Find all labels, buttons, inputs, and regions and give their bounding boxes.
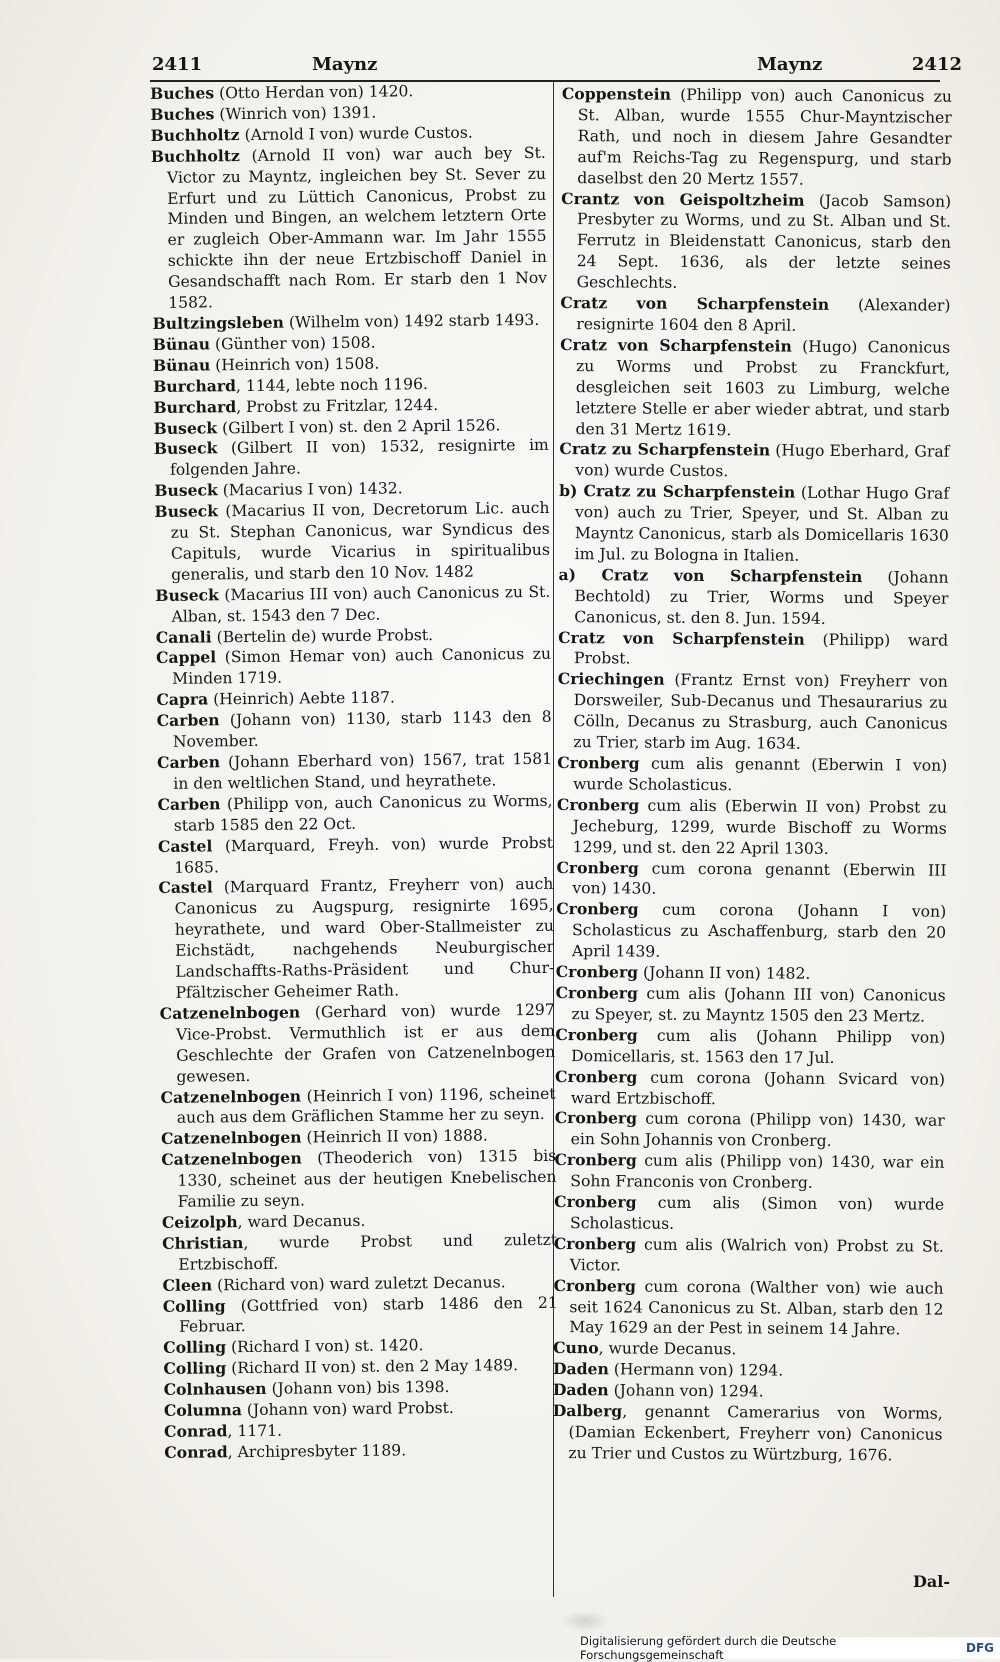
register-entry <box>161 1083 556 1129</box>
digitization-footer <box>580 1634 1000 1662</box>
entry-headword: Catzenelnbogen <box>160 1085 302 1107</box>
entry-headword: Carben <box>156 710 220 731</box>
entry-text: (Philipp) ward Probst. <box>573 630 949 668</box>
entry-headword: b) Cratz zu Scharpfenstein <box>559 481 796 502</box>
right-column <box>552 84 952 1467</box>
entry-headword: Cronberg <box>555 982 639 1003</box>
entry-headword: Cuno <box>553 1338 599 1358</box>
register-entry <box>157 707 552 753</box>
entry-text: (Gilbert II von) 1532, resignirte im folgenden Jahre. <box>169 436 549 480</box>
entry-headword: Carben <box>157 752 221 772</box>
register-entry <box>163 1292 558 1338</box>
register-entry <box>154 498 550 586</box>
entry-headword: Cronberg <box>555 1066 638 1087</box>
register-entry <box>560 335 951 442</box>
entry-text: (Arnold I von) wurde Custos. <box>239 123 473 144</box>
ink-smudge <box>560 1610 610 1632</box>
entry-headword: Catzenelnbogen <box>161 1148 302 1170</box>
register-entry <box>556 962 946 986</box>
entry-headword: Buseck <box>154 501 219 522</box>
entry-headword: Cronberg <box>556 857 639 878</box>
entry-headword: Castel <box>158 877 213 898</box>
entry-headword: Colnhausen <box>163 1379 267 1400</box>
entry-headword: Buchholtz <box>150 124 240 145</box>
entry-text: (Johann Bechtold) zu Trier, Worms und Speyer Canonicus, st. den 8. Jun. 1594. <box>574 567 949 628</box>
entry-text: (Philipp von) auch Canonicus zu St. Alban, wurde 1555 Chur-Mayntzischer Rath, und noch in diesem Jahre Gesandter auf'm Reichs-Tag zu Regenspurg, und starb daselbst den 20 Mertz 1557. <box>577 85 952 189</box>
entry-headword: Buchholtz <box>150 145 240 166</box>
entry-text: , wurde Probst und zuletzt Ertzbischoff. <box>178 1230 558 1274</box>
register-entry <box>152 310 547 335</box>
entry-headword: a) Cratz von Scharpfenstein <box>558 564 863 586</box>
entry-headword: Christian <box>162 1232 244 1253</box>
entry-text: , 1144, lebte noch 1196. <box>235 374 429 395</box>
entry-headword: Buches <box>150 83 215 103</box>
register-entry <box>157 791 552 837</box>
entry-text: cum corona genannt (Eberwin III von) 1430. <box>572 859 947 899</box>
register-entry <box>559 439 949 484</box>
entry-headword: Cronberg <box>555 962 639 982</box>
page-number-right: 2412 <box>911 54 962 75</box>
entry-headword: Cappel <box>155 647 217 668</box>
entry-text: , ward Decanus. <box>237 1211 366 1232</box>
entry-text: (Günther von) 1508. <box>209 333 376 354</box>
entry-text: , wurde Decanus. <box>598 1339 737 1359</box>
entry-text: (Heinrich II von) 1888. <box>301 1126 488 1147</box>
entry-text: (Otto Herdan von) 1420. <box>214 82 414 103</box>
entry-text: cum corona (Philipp von) 1430, war ein Sohn Johannis von Cronberg. <box>570 1109 945 1151</box>
entry-text: (Jacob Samson) Presbyter zu Worms, und zu St. Alban und St. Ferrutz in Bleidenstatt Canonicus, starb den 24 Sept. 1636, als der letzte seines Geschlechts. <box>576 191 952 292</box>
entry-headword: Buches <box>150 104 215 124</box>
entry-text: (Johann II von) 1482. <box>638 963 811 983</box>
entry-text: , 1171. <box>227 1421 283 1441</box>
entry-headword: Colling <box>163 1337 227 1358</box>
entry-headword: Buseck <box>154 480 218 501</box>
register-entry <box>561 189 952 296</box>
entry-headword: Catzenelnbogen <box>160 1127 302 1149</box>
running-head-left: Maynz <box>312 54 378 75</box>
register-entry <box>561 84 952 191</box>
entry-headword: Cronberg <box>557 752 640 773</box>
entry-headword: Coppenstein <box>561 84 672 104</box>
register-entry <box>552 1401 942 1466</box>
register-entry <box>157 749 552 795</box>
entry-text: (Marquard, Freyh. von) wurde Probst 1685. <box>174 833 554 877</box>
entry-text: (Macarius I von) 1432. <box>217 479 403 500</box>
register-entry <box>556 899 946 964</box>
entry-headword: Catzenelnbogen <box>159 1002 301 1023</box>
entry-headword: Cratz von Scharpfenstein <box>560 334 792 356</box>
left-column <box>150 80 559 1464</box>
entry-headword: Capra <box>156 689 209 710</box>
entry-text: (Johann von) 1294. <box>608 1381 764 1401</box>
entry-text: (Simon Hemar von) auch Canonicus zu Minden 1719. <box>172 645 552 689</box>
entry-text: (Richard II von) st. den 2 May 1489. <box>226 1356 519 1378</box>
register-entry <box>555 1067 945 1112</box>
entry-text: (Wilhelm von) 1492 starb 1493. <box>283 310 540 332</box>
register-entry <box>161 1146 557 1213</box>
entry-text: cum alis genannt (Eberwin I von) wurde Scholasticus. <box>573 754 948 795</box>
entry-text: (Heinrich I von) 1196, scheinet auch aus dem Gräflichen Stamme her zu seyn. <box>176 1084 556 1128</box>
entry-headword: Buseck <box>153 438 218 459</box>
entry-headword: Cronberg <box>556 899 639 919</box>
entry-headword: Daden <box>552 1359 609 1379</box>
register-entry <box>555 983 945 1028</box>
register-entry <box>555 1108 945 1153</box>
entry-headword: Cronberg <box>554 1192 637 1212</box>
entry-headword: Buseck <box>153 417 218 438</box>
entry-headword: Cronberg <box>555 1024 638 1045</box>
register-entry <box>553 1359 943 1383</box>
entry-text: cum corona (Walther von) wie auch seit 1624 Canonicus zu St. Alban, starb den 12 May 1629 an der Pest in seinem 14 Jahre. <box>569 1277 944 1339</box>
entry-text: (Winrich von) 1391. <box>214 103 377 124</box>
register-entry <box>151 143 548 314</box>
page-number-left: 2411 <box>152 54 203 75</box>
entry-headword: Cronberg <box>553 1233 637 1254</box>
register-entry <box>554 1150 944 1195</box>
entry-headword: Dalberg <box>552 1401 623 1421</box>
entry-text: (Theoderich von) 1315 bis 1330, scheinet aus der heutigen Knebelischen Familie zu seyn. <box>177 1147 557 1211</box>
register-entry <box>553 1380 943 1404</box>
footer-text: Digitalisierung gefördert durch die Deutsche Forschungsgemeinschaft <box>580 1634 837 1662</box>
entry-headword: Bünau <box>152 355 211 375</box>
register-entry <box>155 582 550 628</box>
entry-headword: Crantz von Geispoltzheim <box>561 188 805 210</box>
dfg-logo: DFG <box>965 1641 994 1655</box>
entry-text: (Heinrich) Aebte 1187. <box>208 688 396 709</box>
entry-headword: Cronberg <box>554 1150 637 1170</box>
register-entry <box>158 832 553 878</box>
entry-headword: Conrad <box>164 1421 228 1441</box>
entry-text: (Bertelin de) wurde Probst. <box>211 625 434 646</box>
entry-headword: Cronberg <box>556 794 640 815</box>
entry-text: , Probst zu Fritzlar, 1244. <box>236 395 439 416</box>
register-entry <box>557 669 948 755</box>
entry-text: (Alexander) resignirte 1604 den 8 April. <box>576 295 951 335</box>
entry-text: cum corona (Johann I von) Scholasticus zu Aschaffenburg, starb den 20 April 1439. <box>571 900 947 961</box>
entry-headword: Cratz von Scharpfenstein <box>558 627 805 649</box>
register-entry <box>164 1439 559 1464</box>
register-entry <box>554 1192 944 1237</box>
entry-headword: Conrad <box>164 1442 228 1462</box>
entry-headword: Castel <box>157 836 213 856</box>
entry-text: cum alis (Walrich von) Probst zu St. Victor. <box>569 1235 944 1275</box>
running-head-right: Maynz <box>757 54 823 75</box>
entry-text: cum alis (Eberwin II von) Probst zu Jecheburg, 1299, wurde Bischoff zu Worms 1299, und st. den 22 April 1303. <box>572 796 948 858</box>
entry-text: (Lothar Hugo Graf von) auch zu Trier, Speyer, und St. Alban zu Mayntz Canonicus, starb als Domicellaris 1630 im Jul. zu Bologna in Italien. <box>574 483 950 565</box>
entry-text: (Johann Eberhard von) 1567, trat 1581 in den weltlichen Stand, und heyrathete. <box>173 749 553 793</box>
entry-text: (Marquard Frantz, Freyherr von) auch Canonicus zu Augspurg, resignirte 1695, heyrathete, und ward Ober-Stallmeister zu Eichstädt, nachgehends Neuburgischer Landschaffts-Raths-Präsident und Chur-Pfältzischer Geheimer Rath. <box>174 875 555 1002</box>
entry-headword: Daden <box>552 1380 609 1400</box>
entry-text: , Archipresbyter 1189. <box>227 1441 407 1462</box>
entry-headword: Burchard <box>153 375 237 396</box>
page-header <box>152 50 962 80</box>
entry-text: cum alis (Philipp von) 1430, war ein Sohn Franconis von Cronberg. <box>570 1151 945 1192</box>
entry-headword: Canali <box>155 626 212 647</box>
register-entry <box>553 1338 943 1362</box>
entry-text: (Hugo Eberhard, Graf von) wurde Custos. <box>575 441 950 481</box>
entry-text: (Heinrich von) 1508. <box>210 354 380 375</box>
register-entry <box>558 565 948 630</box>
entry-text: (Macarius II von, Decretorum Lic. auch zu St. Stephan Canonicus, war Syndicus des Capituls, wurde Vicarius in spiritualibus generalis, und starb den 10 Nov. 1482 <box>170 498 550 584</box>
register-entry <box>557 753 947 798</box>
entry-headword: Bultzingsleben <box>152 312 285 333</box>
entry-headword: Buseck <box>155 585 219 605</box>
entry-text: (Johann von) bis 1398. <box>266 1378 450 1399</box>
entry-text: (Arnold II von) war auch bey St. Victor zu Mayntz, ingleichen bey St. Sever zu Erfurt und zu Lüttich Canonicus, Probst zu Minden und Bingen, an welchem letztern Orte er zugleich Ober-Ammann war. Im Jahr 1555 schickte ihn der neue Ertzbischoff Daniel in Gesandschafft nach Rom. Er starb den 1 Nov 1582. <box>166 143 548 312</box>
entry-text: (Hermann von) 1294. <box>608 1360 784 1380</box>
entry-headword: Burchard <box>153 396 237 417</box>
register-entry <box>560 293 950 338</box>
entry-text: (Macarius III von) auch Canonicus zu St. Alban, st. 1543 den 7 Dec. <box>171 582 551 626</box>
register-entry <box>553 1276 943 1341</box>
entry-text: (Richard von) ward zuletzt Decanus. <box>212 1272 506 1295</box>
register-entry <box>158 874 554 1004</box>
entry-text: cum corona (Johann Svicard von) ward Ertzbischoff. <box>570 1068 946 1108</box>
entry-text: (Gottfried von) starb 1486 den 21 Februar. <box>178 1293 558 1337</box>
register-entry <box>156 644 551 690</box>
catchword: Dal- <box>913 1572 950 1591</box>
register-entry <box>556 858 946 903</box>
entry-text: (Philipp von, auch Canonicus zu Worms, starb 1585 den 22 Oct. <box>173 791 553 835</box>
register-entry <box>162 1230 557 1276</box>
entry-headword: Carben <box>157 794 221 814</box>
entry-headword: Ceizolph <box>161 1212 238 1232</box>
entry-headword: Criechingen <box>557 669 665 690</box>
entry-text: cum alis (Johann III von) Canonicus zu Speyer, st. zu Mayntz 1505 den 23 Mertz. <box>571 984 946 1026</box>
register-entry <box>558 628 948 673</box>
entry-text: (Frantz Ernst von) Freyherr von Dorsweiler, Sub-Decanus und Thesaurarius zu Cölln, Decanus zu Strasburg, auch Canonicus zu Trier, starb im Aug. 1634. <box>573 671 948 753</box>
register-entry <box>160 1000 556 1088</box>
entry-text: , genannt Camerarius von Worms, (Damian Eckenbert, Freyherr von) Canonicus zu Trier und Custos zu Würtzburg, 1676. <box>568 1402 943 1465</box>
register-entry <box>163 1355 558 1380</box>
entry-headword: Colling <box>162 1295 226 1316</box>
entry-headword: Cronberg <box>554 1108 638 1128</box>
entry-text: (Richard I von) st. 1420. <box>225 1336 424 1357</box>
register-entry <box>559 481 950 567</box>
entry-headword: Cratz zu Scharpfenstein <box>559 439 771 460</box>
entry-text: cum alis (Simon von) wurde Scholasticus. <box>569 1193 945 1233</box>
entry-text: (Hugo) Canonicus zu Worms und Probst zu Franckfurt, desgleichen seit 1603 zu Limburg, welche letztere Stelle er aber wieder abtrat, und starb den 31 Mertz 1619. <box>575 337 951 439</box>
entry-headword: Columna <box>163 1400 243 1421</box>
entry-text: (Johann von) 1130, starb 1143 den 8 November. <box>172 708 552 751</box>
register-entry <box>154 435 549 481</box>
register-entry <box>555 1025 945 1070</box>
entry-text: (Gilbert I von) st. den 2 April 1526. <box>217 415 501 437</box>
register-entry <box>557 795 947 860</box>
entry-text: (Gerhard von) wurde 1297 Vice-Probst. Vermuthlich ist er aus dem Geschlechte der Grafen von Catzenelnbogen gewesen. <box>175 1000 556 1086</box>
register-entry <box>554 1234 944 1279</box>
entry-text: cum alis (Johann Philipp von) Domicellaris, st. 1563 den 17 Jul. <box>571 1026 946 1067</box>
entry-headword: Cleen <box>162 1275 213 1295</box>
entry-headword: Bünau <box>152 334 211 354</box>
entry-headword: Colling <box>163 1358 227 1379</box>
entry-headword: Cronberg <box>553 1275 636 1296</box>
entry-headword: Cratz von Scharpfenstein <box>560 293 830 314</box>
entry-text: (Johann von) ward Probst. <box>241 1398 454 1420</box>
